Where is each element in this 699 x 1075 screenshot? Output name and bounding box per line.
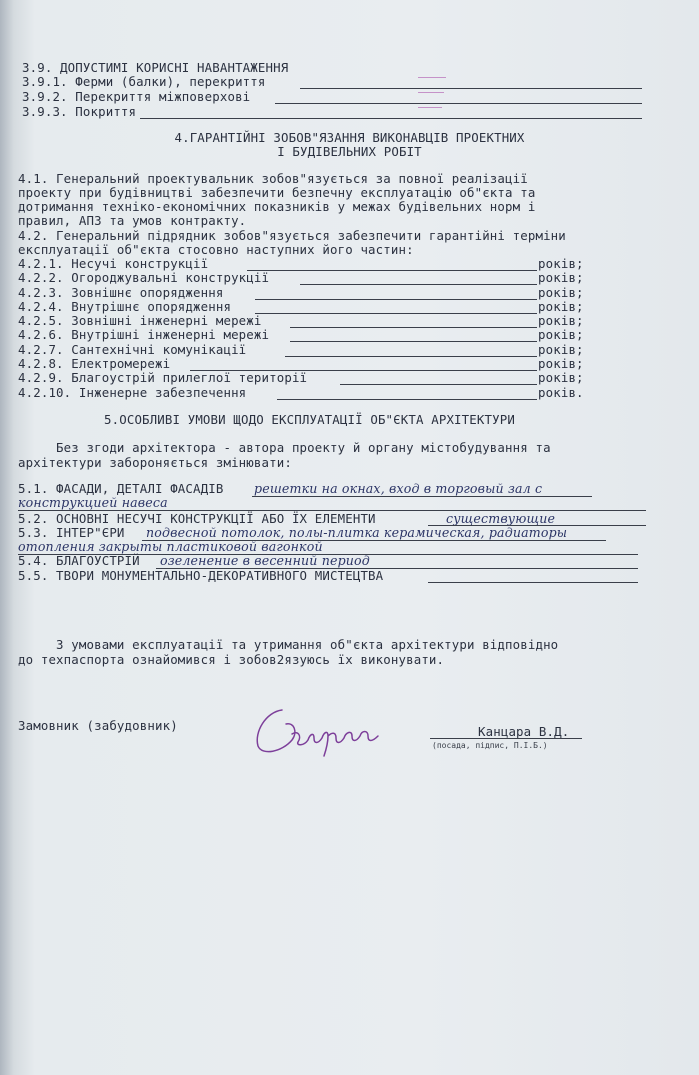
paragraph-4-1-line: проекту при будівництві забезпечити безпечну експлуатацію об"єкта та (18, 185, 536, 200)
blank-line (140, 118, 642, 119)
blank-line (252, 496, 592, 497)
warranty-item: 4.2.9. Благоустрій прилеглої території (18, 370, 308, 385)
blank-line (428, 582, 638, 583)
warranty-item: 4.2.1. Несучі конструкції (18, 256, 209, 271)
item-5-4-label: 5.4. БЛАГОУСТРІЙ (18, 553, 140, 568)
pen-mark (418, 107, 442, 108)
years-suffix: років; (538, 342, 584, 357)
section-5-intro-line: архітектури забороняється змінювати: (18, 455, 292, 470)
blank-line (277, 399, 537, 400)
section-5-intro-line: Без згоди архітектора - автора проекту й органу містобудування та (18, 440, 551, 455)
signature-line (430, 738, 582, 739)
warranty-item: 4.2.8. Електромережі (18, 356, 171, 371)
pen-mark (418, 77, 446, 78)
warranty-item: 4.2.3. Зовнішнє опорядження (18, 285, 224, 300)
item-5-3-value: подвесной потолок, полы-плитка керамическая, радиаторы (146, 525, 568, 540)
years-suffix: років; (538, 327, 584, 342)
item-5-3-value-cont: отопления закрыты пластиковой вагонкой (18, 539, 323, 554)
closing-line: З умовами експлуатації та утримання об"єкта архітектури відповідно (18, 637, 559, 652)
warranty-item: 4.2.10. Інженерне забезпечення (18, 385, 247, 400)
blank-line (247, 270, 537, 271)
blank-line (275, 103, 642, 104)
warranty-item: 4.2.2. Огороджувальні конструкції (18, 270, 270, 285)
warranty-item: 4.2.7. Сантехнічні комунікації (18, 342, 247, 357)
item-5-1-value-cont: конструкцией навеса (18, 495, 168, 510)
years-suffix: років; (538, 313, 584, 328)
section-5-title: 5.ОСОБЛИВІ УМОВИ ЩОДО ЕКСПЛУАТАЦІЇ ОБ"ЄКТА АРХІТЕКТУРИ (104, 412, 515, 427)
blank-line (290, 327, 537, 328)
section-4-title-line1: 4.ГАРАНТІЙНІ ЗОБОВ"ЯЗАННЯ ВИКОНАВЦІВ ПРОЕКТНИХ (174, 130, 525, 145)
signature-caption: (посада, підпис, П.І.Б.) (432, 741, 548, 750)
years-suffix: років; (538, 370, 584, 385)
blank-line (300, 88, 642, 89)
blank-line (255, 299, 537, 300)
years-suffix: років; (538, 299, 584, 314)
item-5-1-value: решетки на окнах, вход в торговый зал с (254, 481, 543, 496)
item-3-9-1: 3.9.1. Ферми (балки), перекриття (22, 74, 266, 89)
item-5-2-label: 5.2. ОСНОВНІ НЕСУЧІ КОНСТРУКЦІЇ АБО ЇХ ЕЛЕМЕНТИ (18, 511, 376, 526)
blank-line (290, 341, 537, 342)
blank-line (340, 384, 537, 385)
years-suffix: років; (538, 270, 584, 285)
warranty-item: 4.2.5. Зовнішні інженерні мережі (18, 313, 262, 328)
years-suffix: років; (538, 285, 584, 300)
section-3-9-title: 3.9. ДОПУСТИМІ КОРИСНІ НАВАНТАЖЕННЯ (22, 60, 289, 75)
handwritten-signature (248, 696, 388, 760)
paragraph-4-1-line: 4.1. Генеральний проектувальник зобов"язується за повної реалізації (18, 171, 528, 186)
item-5-2-value: существующие (446, 511, 556, 526)
paragraph-4-2-line: 4.2. Генеральний підрядник зобов"язується забезпечити гарантійні терміни (18, 228, 566, 243)
paragraph-4-1-line: дотримання техніко-економічних показників у межах будівельних норм і (18, 199, 536, 214)
paragraph-4-2-line: експлуатації об"єкта стосовно наступних його частин: (18, 242, 414, 257)
signer-name: Канцара В.Д. (478, 724, 570, 739)
item-3-9-3: 3.9.3. Покриття (22, 104, 137, 119)
warranty-item: 4.2.6. Внутрішні інженерні мережі (18, 327, 270, 342)
item-5-1-label: 5.1. ФАСАДИ, ДЕТАЛІ ФАСАДІВ (18, 481, 224, 496)
blank-line (300, 284, 537, 285)
item-5-3-label: 5.3. ІНТЕР"ЄРИ (18, 525, 125, 540)
customer-label: Замовник (забудовник) (18, 718, 178, 733)
blank-line (255, 313, 537, 314)
item-3-9-2: 3.9.2. Перекриття міжповерхові (22, 89, 251, 104)
years-suffix: років; (538, 356, 584, 371)
pen-mark (418, 92, 444, 93)
blank-line (285, 356, 537, 357)
warranty-item: 4.2.4. Внутрішнє опорядження (18, 299, 232, 314)
closing-line: до техпаспорта ознайомився і зобов2язуюсь їх виконувати. (18, 652, 445, 667)
item-5-4-value: озеленение в весенний период (160, 553, 370, 568)
item-5-5-label: 5.5. ТВОРИ МОНУМЕНТАЛЬНО-ДЕКОРАТИВНОГО МИСТЕЦТВА (18, 568, 384, 583)
years-suffix: років; (538, 256, 584, 271)
section-4-title-line2: І БУДІВЕЛЬНИХ РОБІТ (277, 144, 422, 159)
paragraph-4-1-line: правил, АПЗ та умов контракту. (18, 213, 247, 228)
years-suffix: років. (538, 385, 584, 400)
